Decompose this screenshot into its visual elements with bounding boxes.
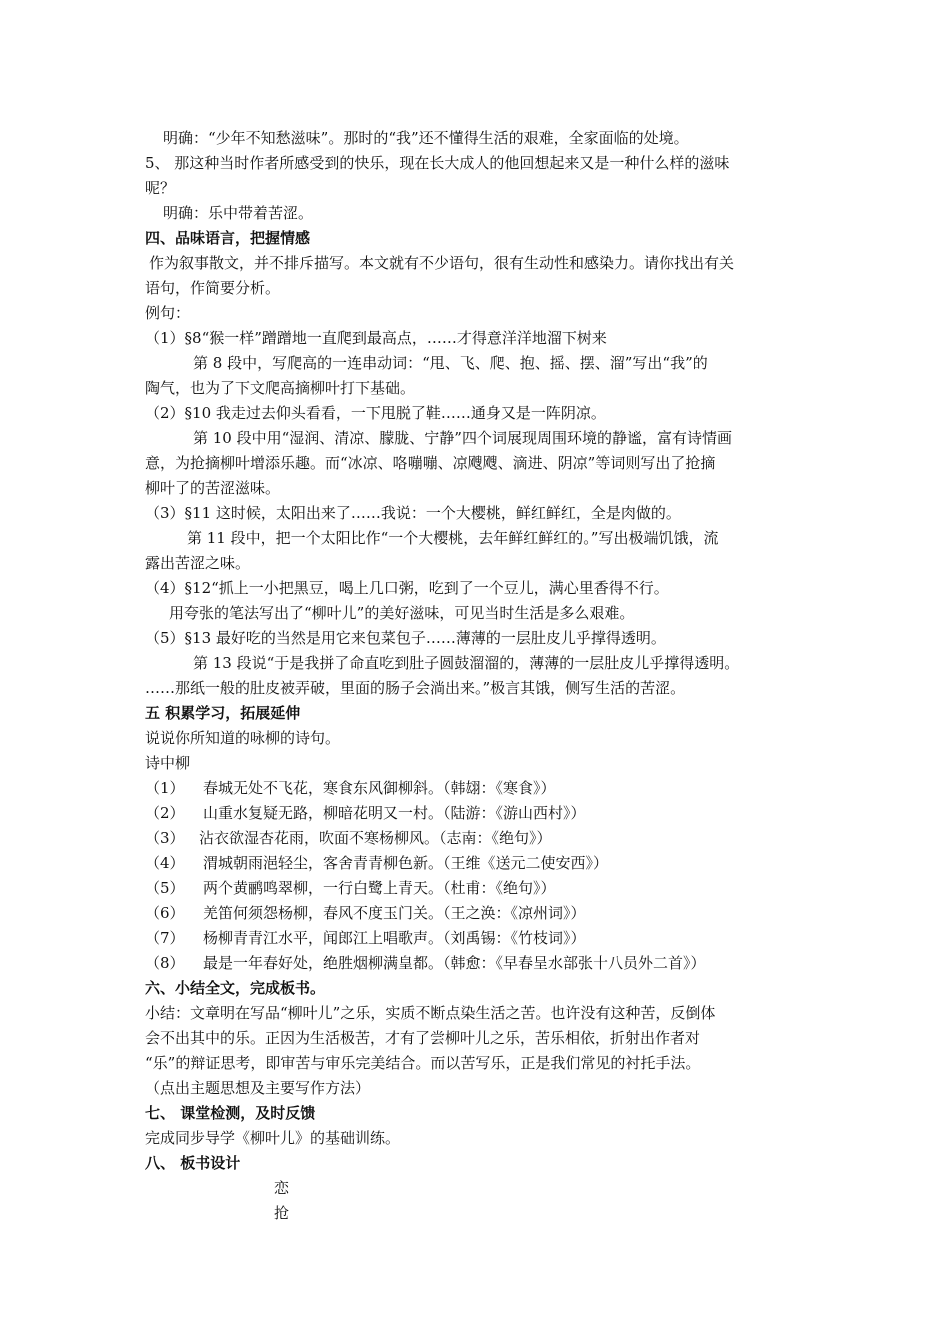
analysis-line: 露出苦涩之味。 [145, 554, 251, 572]
poem-item [145, 778, 556, 798]
example-item: （3）§11 这时候，太阳出来了……我说：一个大樱桃，鲜红鲜红，全是肉做的。 [145, 504, 681, 522]
analysis-line: 陶气，也为了下文爬高摘柳叶打下基础。 [145, 379, 416, 397]
question-5-cont: 呢？ [145, 179, 176, 197]
poem-item [145, 903, 586, 923]
poem-text: 沾衣欲湿杏花雨，吹面不寒杨柳风。（志南：《绝句》） [199, 829, 552, 847]
poem-text: 两个黄鹂鸣翠柳，一行白鹭上青天。（杜甫：《绝句》） [203, 879, 556, 897]
paragraph-line: 说说你所知道的咏柳的诗句。 [145, 729, 341, 747]
poem-number: （2） [145, 804, 185, 822]
summary-line: 小结：文章明在写品“柳叶儿”之乐，实质不断点染生活之苦。也许没有这种苦，反倒体 [145, 1004, 716, 1022]
section-heading-7: 七、 课堂检测，及时反馈 [145, 1104, 316, 1122]
poem-number: （7） [145, 929, 185, 947]
poem-item [145, 878, 556, 898]
poem-text: 山重水复疑无路，柳暗花明又一村。（陆游：《游山西村》） [203, 804, 586, 822]
analysis-line: 第 13 段说“于是我拼了命直吃到肚子圆鼓溜溜的，薄薄的一层肚皮儿乎撑得透明。 [193, 654, 740, 672]
answer-line: 明确：“少年不知愁滋味”。那时的“我”还不懂得生活的艰难，全家面临的处境。 [163, 129, 689, 147]
analysis-line: 意，为抢摘柳叶增添乐趣。而“冰凉、咯嘣嘣、凉飕飕、滴进、阴凉”等词则写出了抢摘 [145, 454, 716, 472]
poem-text: 杨柳青青江水平，闻郎江上唱歌声。（刘禹锡：《竹枝词》） [203, 929, 586, 947]
poem-text: 羌笛何须怨杨柳，春风不度玉门关。（王之涣：《凉州词》） [203, 904, 586, 922]
example-item: （4）§12“抓上一小把黑豆，喝上几口粥，吃到了一个豆儿，满心里香得不行。 [145, 579, 669, 597]
board-word: 抢 [274, 1204, 290, 1222]
poem-text: 最是一年春好处，绝胜烟柳满皇都。（韩愈：《早春呈水部张十八员外二首》） [203, 954, 706, 972]
analysis-line: 柳叶了的苦涩滋味。 [145, 479, 281, 497]
poem-number: （8） [145, 954, 185, 972]
poem-item [145, 853, 608, 873]
poem-item [145, 928, 586, 948]
paragraph-line: 作为叙事散文，并不排斥描写。本文就有不少语句，很有生动性和感染力。请你找出有关 [149, 254, 735, 272]
poem-text: 渭城朝雨浥轻尘，客舍青青柳色新。（王维《送元二使安西》） [203, 854, 609, 872]
poem-number: （5） [145, 879, 185, 897]
question-5: 5、 那这种当时作者所感受到的快乐，现在长大成人的他回想起来又是一种什么样的滋味 [145, 154, 730, 172]
analysis-line: 用夸张的笔法写出了“柳叶儿”的美好滋味，可见当时生活是多么艰难。 [169, 604, 635, 622]
summary-line: “乐”的辩证思考，即审苦与审乐完美结合。而以苦写乐，正是我们常见的衬托手法。 [145, 1054, 701, 1072]
summary-note: （点出主题思想及主要写作方法） [145, 1079, 371, 1097]
example-item: （1）§8“猴一样”蹭蹭地一直爬到最高点，……才得意洋洋地溜下树来 [145, 329, 607, 347]
analysis-line: 第 11 段中，把一个太阳比作“一个大樱桃，去年鲜红鲜红的。”写出极端饥饿，流 [187, 529, 719, 547]
section-heading-8: 八、 板书设计 [145, 1154, 241, 1172]
subheading: 诗中柳 [145, 754, 191, 772]
poem-item [145, 803, 586, 823]
poem-item [145, 828, 552, 848]
poem-number: （6） [145, 904, 185, 922]
answer-line: 明确：乐中带着苦涩。 [163, 204, 314, 222]
section-heading-6: 六、小结全文，完成板书。 [145, 979, 326, 997]
section-heading-5: 五 积累学习，拓展延伸 [145, 704, 301, 722]
poem-text: 春城无处不飞花，寒食东风御柳斜。（韩翃：《寒食》） [203, 779, 556, 797]
poem-number: （1） [145, 779, 185, 797]
poem-item [145, 953, 706, 973]
poem-number: （4） [145, 854, 185, 872]
paragraph-line: 语句，作简要分析。 [145, 279, 281, 297]
analysis-line: ……那纸一般的肚皮被弄破，里面的肠子会淌出来。”极言其饿，侧写生活的苦涩。 [145, 679, 686, 697]
section-heading-4: 四、品味语言，把握情感 [145, 229, 311, 247]
example-label: 例句： [145, 304, 191, 322]
board-word: 恋 [274, 1179, 290, 1197]
summary-line: 会不出其中的乐。正因为生活极苦，才有了尝柳叶儿之乐，苦乐相依，折射出作者对 [145, 1029, 701, 1047]
analysis-line: 第 8 段中，写爬高的一连串动词：“甩、飞、爬、抱、摇、摆、溜”写出“我”的 [193, 354, 708, 372]
analysis-line: 第 10 段中用“湿润、清凉、朦胧、宁静”四个词展现周围环境的静谧，富有诗情画 [193, 429, 732, 447]
poem-number: （3） [145, 829, 185, 847]
paragraph-line: 完成同步导学《柳叶儿》的基础训练。 [145, 1129, 401, 1147]
example-item: （2）§10 我走过去仰头看看，一下甩脱了鞋……通身又是一阵阴凉。 [145, 404, 606, 422]
example-item: （5）§13 最好吃的当然是用它来包菜包子……薄薄的一层肚皮儿乎撑得透明。 [145, 629, 666, 647]
